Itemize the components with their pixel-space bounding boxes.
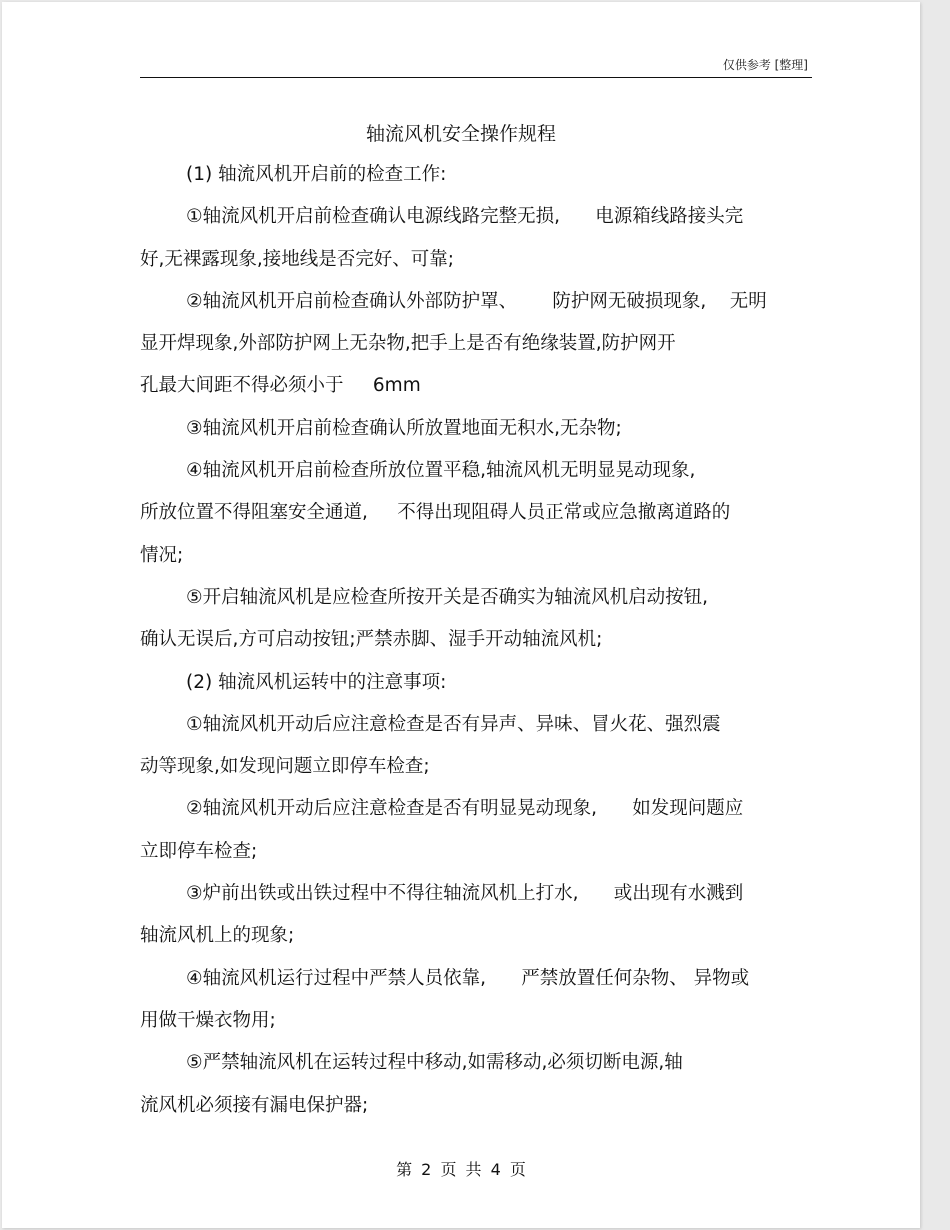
page-footer: 第 2 页 共 4 页 bbox=[396, 1160, 526, 1179]
paragraph-10 bbox=[140, 873, 820, 958]
paragraph-7 bbox=[140, 662, 820, 704]
paragraph-4 bbox=[140, 408, 820, 450]
document-title: 轴流风机安全操作规程 bbox=[365, 123, 556, 145]
text-line: ⑤开启轴流风机是应检查所按开关是否确实为轴流风机启动按钮, bbox=[186, 586, 708, 608]
text-line: ③轴流风机开启前检查确认所放置地面无积水,无杂物; bbox=[186, 417, 622, 439]
header-rule bbox=[140, 77, 812, 78]
text-line: 显开焊现象,外部防护网上无杂物,把手上是否有绝缘装置,防护网开 bbox=[140, 333, 676, 355]
document-page bbox=[2, 2, 920, 1228]
header-note: 仅供参考 [整理] bbox=[722, 58, 808, 72]
text-line: 立即停车检查; bbox=[140, 840, 258, 862]
text-line: 动等现象,如发现问题立即停车检查; bbox=[140, 756, 430, 778]
paragraph-8 bbox=[140, 704, 820, 789]
paragraph-1 bbox=[140, 154, 820, 196]
text-line: ④轴流风机开启前检查所放位置平稳,轴流风机无明显晃动现象, bbox=[186, 460, 696, 482]
text-line: 轴流风机上的现象; bbox=[140, 925, 295, 947]
text-line: ③炉前出铁或出铁过程中不得往轴流风机上打水, 或出现有水溅到 bbox=[186, 883, 744, 905]
text-line: (2) 轴流风机运转中的注意事项: bbox=[186, 671, 447, 693]
text-line: 情况; bbox=[140, 544, 184, 566]
paragraph-3 bbox=[140, 281, 820, 408]
text-line: ②轴流风机开动后应注意检查是否有明显晃动现象, 如发现问题应 bbox=[186, 798, 744, 820]
text-line: 所放位置不得阻塞安全通道, 不得出现阻碍人员正常或应急撤离道路的 bbox=[140, 502, 731, 524]
paragraph-6 bbox=[140, 577, 820, 662]
paragraph-12 bbox=[140, 1042, 820, 1127]
text-line: 孔最大间距不得必须小于 6mm bbox=[140, 375, 421, 397]
paragraph-2 bbox=[140, 196, 820, 281]
text-line: 用做干燥衣物用; bbox=[140, 1009, 276, 1031]
paragraph-9 bbox=[140, 788, 820, 873]
text-line: ⑤严禁轴流风机在运转过程中移动,如需移动,必须切断电源,轴 bbox=[186, 1052, 683, 1074]
text-line: ④轴流风机运行过程中严禁人员依靠, 严禁放置任何杂物、 异物或 bbox=[186, 967, 750, 989]
text-line: 好,无裸露现象,接地线是否完好、可靠; bbox=[140, 248, 454, 270]
text-line: 流风机必须接有漏电保护器; bbox=[140, 1094, 369, 1116]
text-line: ②轴流风机开启前检查确认外部防护罩、 防护网无破损现象, 无明 bbox=[186, 290, 767, 312]
text-line: (1) 轴流风机开启前的检查工作: bbox=[186, 164, 447, 185]
text-line: ①轴流风机开动后应注意检查是否有异声、异味、冒火花、强烈震 bbox=[186, 713, 721, 735]
text-line: 确认无误后,方可启动按钮;严禁赤脚、湿手开动轴流风机; bbox=[140, 629, 603, 651]
text-line: ①轴流风机开启前检查确认电源线路完整无损, 电源箱线路接头完 bbox=[186, 206, 744, 228]
document-body bbox=[140, 154, 820, 1127]
paragraph-11 bbox=[140, 958, 820, 1043]
paragraph-5 bbox=[140, 450, 820, 577]
